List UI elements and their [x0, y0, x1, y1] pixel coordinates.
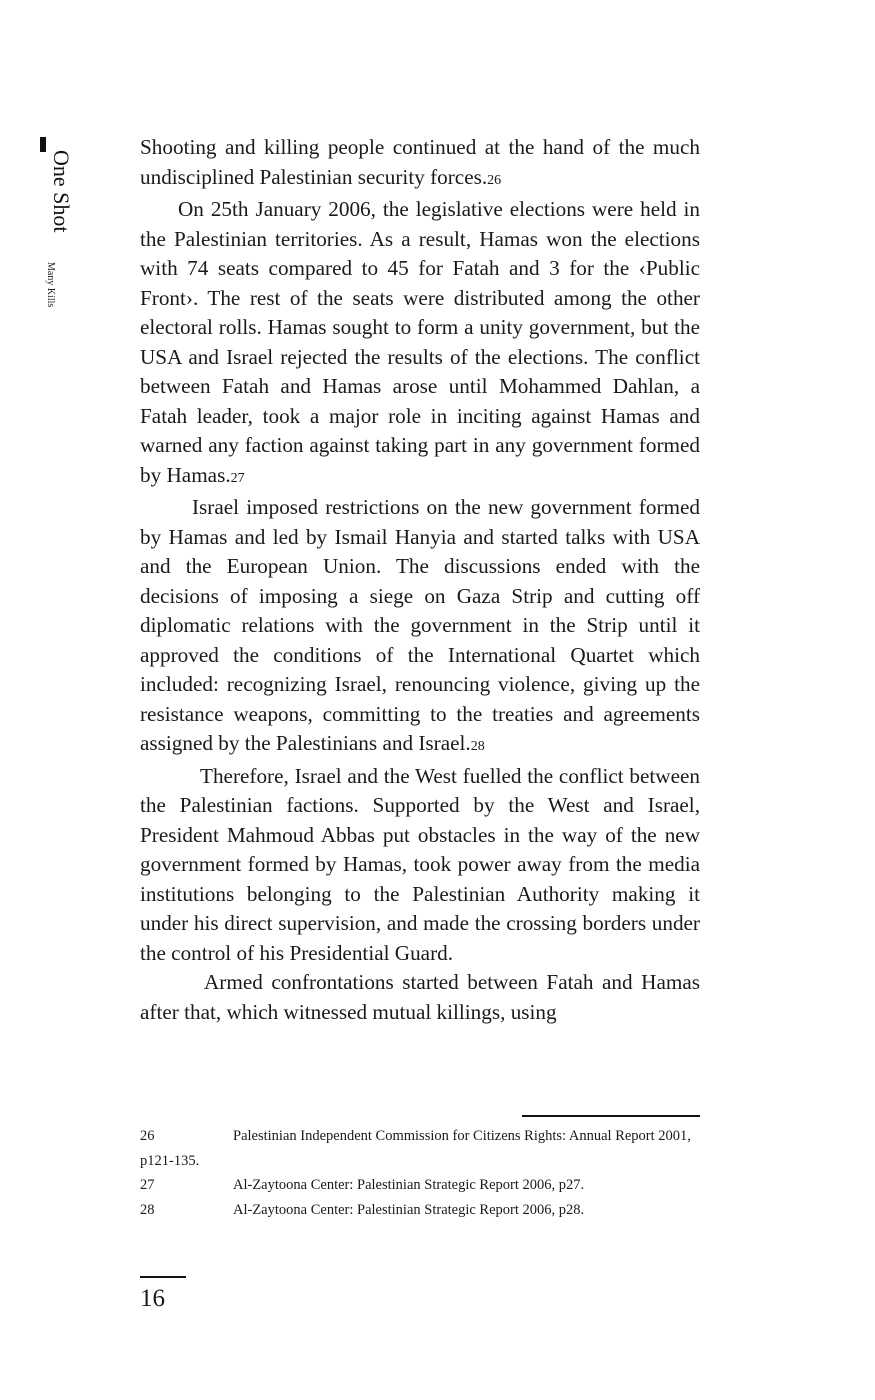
footnote	[140, 1198, 700, 1223]
footnote-ref: 27	[230, 470, 245, 486]
footnote-text: Al-Zaytoona Center: Palestinian Strategic Report 2006, p28.	[233, 1201, 585, 1218]
paragraph	[140, 968, 700, 1027]
paragraph-text: On 25th January 2006, the legislative elections were held in the Palestinian territories. As a result, Hamas won the elections with 74 seats compared to 45 for Fatah and 3 for the ‹Public Front›. The rest of the seats were distributed among the other electoral rolls. Hamas sought to form a unity government, but the USA and Israel rejected the results of the elections. The conflict between Fatah and Hamas arose until Mohammed Dahlan, a Fatah leader, took a major role in inciting against Hamas and warned any faction against taking part in any government formed by Hamas.	[140, 197, 700, 487]
footnote-text: Palestinian Independent Commission for Citizens Rights: Annual Report 2001, p121-135.	[140, 1128, 691, 1169]
footnote	[140, 1124, 700, 1173]
footnote-text: Al-Zaytoona Center: Palestinian Strategic Report 2006, p27.	[233, 1177, 585, 1193]
footnote	[140, 1173, 700, 1198]
running-head-title: One Shot	[49, 150, 74, 233]
footnote-ref: 26	[487, 172, 502, 188]
paragraph	[140, 762, 700, 969]
running-head-author: Many Kills	[45, 262, 56, 308]
footnote-number: 27	[140, 1177, 155, 1193]
paragraph-text: Armed confrontations started between Fatah and Hamas after that, which witnessed mutual killings, using	[140, 970, 700, 1024]
paragraph-text: Israel imposed restrictions on the new government formed by Hamas and led by Ismail Hanyia and started talks with USA and the European Union. The discussions ended with the decisions of imposing a siege on Gaza Strip and cutting off diplomatic relations with the government in the Strip until it approved the conditions of the International Quartet which included: recognizing Israel, renouncing violence, giving up the resistance weapons, committing to the treaties and agreements assigned by the Palestinians and Israel.	[140, 495, 700, 755]
page-number-rule	[140, 1276, 186, 1278]
footnote-ref: 28	[470, 739, 485, 754]
paragraph-text: Therefore, Israel and the West fuelled the conflict between the Palestinian factions. Supported by the West and Israel, President Mahmoud Abbas put obstacles in the way of the new government formed by Hamas, took power away from the media institutions belonging to the Palestinian Authority making it under his direct supervision, and made the crossing borders under the control of his Presidential Guard.	[140, 763, 700, 965]
paragraph-text: Shooting and killing people continued at the hand of the much undisciplined Palestinian security forces.	[140, 135, 700, 189]
footnote-separator	[522, 1115, 700, 1117]
page-number: 16	[140, 1285, 165, 1312]
paragraph	[140, 133, 700, 195]
paragraph	[140, 195, 700, 493]
footnotes	[140, 1124, 700, 1222]
footnote-number: 28	[140, 1201, 155, 1218]
running-head-marker	[40, 137, 46, 152]
body-text	[140, 133, 700, 1027]
paragraph	[140, 493, 700, 762]
footnote-number: 26	[140, 1128, 155, 1144]
